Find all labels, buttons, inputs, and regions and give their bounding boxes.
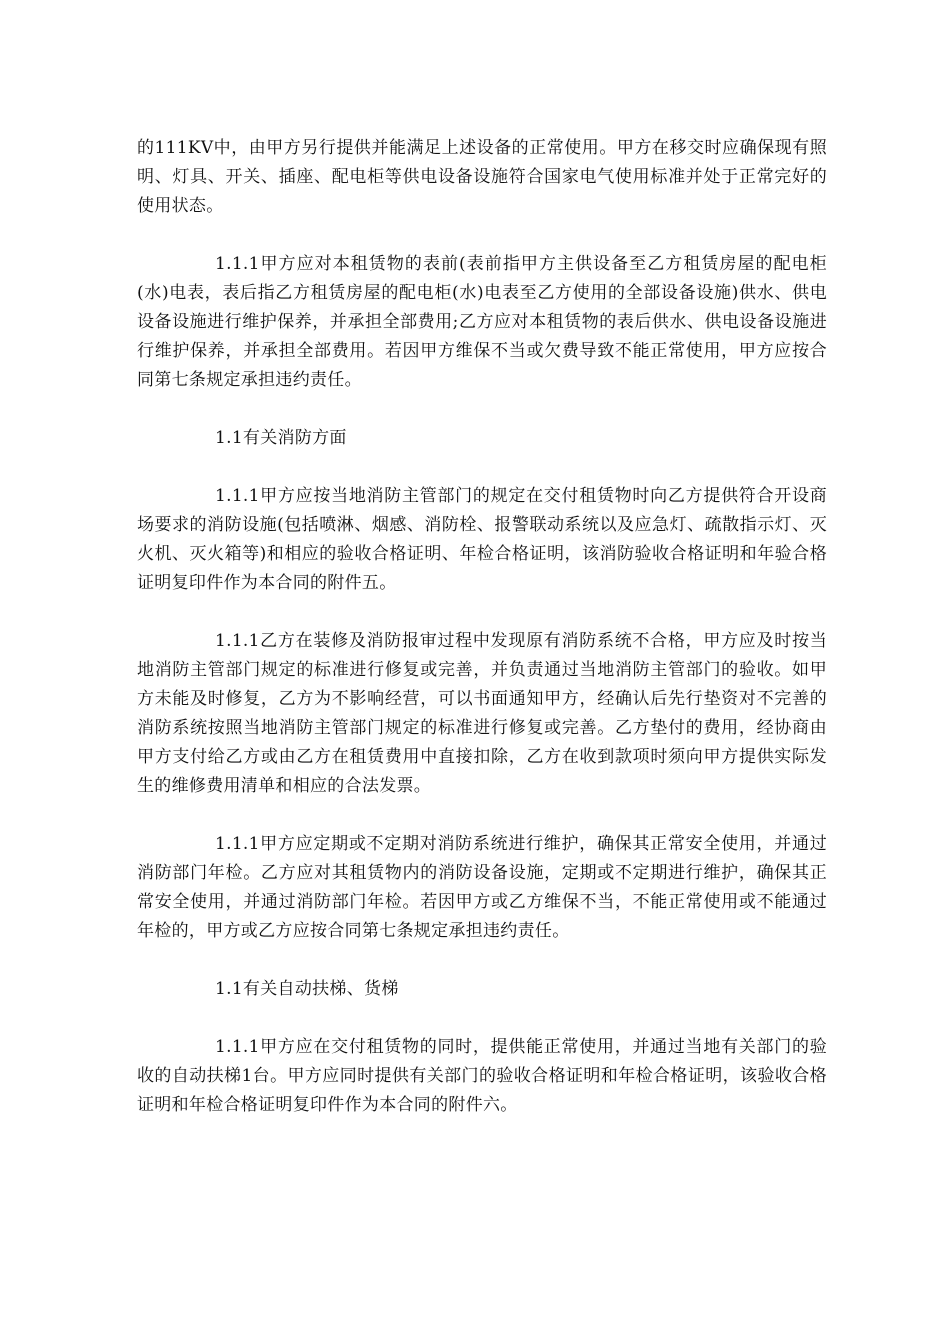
paragraph-spacer xyxy=(137,453,827,482)
paragraph-spacer xyxy=(137,395,827,424)
paragraph-continuation: 的111KV中，由甲方另行提供并能满足上述设备的正常使用。甲方在移交时应确保现有照明、灯具、开关、插座、配电柜等供电设备设施符合国家电气使用标准并处于正常完好的使用状态。 xyxy=(137,138,827,216)
section-heading-fire-protection: 1.1有关消防方面 xyxy=(215,428,347,448)
section-heading-escalators: 1.1有关自动扶梯、货梯 xyxy=(215,979,399,999)
paragraph-fire-maintenance: 1.1.1甲方应定期或不定期对消防系统进行维护，确保其正常安全使用，并通过消防部门年检。乙方应对其租赁物内的消防设备设施，定期或不定期进行维护，确保其正常安全使用，并通过消防部门年检。若因甲方或乙方维保不当，不能正常使用或不能通过年检的，甲方或乙方应按合同第七条规定承担违约责任。 xyxy=(137,834,827,941)
paragraph-spacer xyxy=(137,946,827,975)
paragraph-spacer xyxy=(137,598,827,627)
paragraph-spacer xyxy=(137,1004,827,1033)
paragraph-utility-maintenance: 1.1.1甲方应对本租赁物的表前(表前指甲方主供设备至乙方租赁房屋的配电柜(水)电表，表后指乙方租赁房屋的配电柜(水)电表至乙方使用的全部设备设施)供水、供电设备设施进行维护保养，并承担全部费用;乙方应对本租赁物的表后供水、供电设备设施进行维护保养，并承担全部费用。若因甲方维保不当或欠费导致不能正常使用，甲方应按合同第七条规定承担违约责任。 xyxy=(137,254,827,390)
paragraph-fire-facilities: 1.1.1甲方应按当地消防主管部门的规定在交付租赁物时向乙方提供符合开设商场要求的消防设施(包括喷淋、烟感、消防栓、报警联动系统以及应急灯、疏散指示灯、灭火机、灭火箱等)和相应的验收合格证明、年检合格证明，该消防验收合格证明和年验合格证明复印件作为本合同的附件五。 xyxy=(137,486,827,593)
paragraph-escalator-delivery: 1.1.1甲方应在交付租赁物的同时，提供能正常使用，并通过当地有关部门的验收的自动扶梯1台。甲方应同时提供有关部门的验收合格证明和年检合格证明，该验收合格证明和年检合格证明复印件作为本合同的附件六。 xyxy=(137,1037,827,1115)
paragraph-spacer xyxy=(137,221,827,250)
paragraph-fire-system-repair: 1.1.1乙方在装修及消防报审过程中发现原有消防系统不合格，甲方应及时按当地消防主管部门规定的标准进行修复或完善，并负责通过当地消防主管部门的验收。如甲方未能及时修复，乙方为不影响经营，可以书面通知甲方，经确认后先行垫资对不完善的消防系统按照当地消防主管部门规定的标准进行修复或完善。乙方垫付的费用，经协商由甲方支付给乙方或由乙方在租赁费用中直接扣除，乙方在收到款项时须向甲方提供实际发生的维修费用清单和相应的合法发票。 xyxy=(137,631,827,796)
paragraph-spacer xyxy=(137,801,827,830)
document-body xyxy=(137,134,827,1120)
